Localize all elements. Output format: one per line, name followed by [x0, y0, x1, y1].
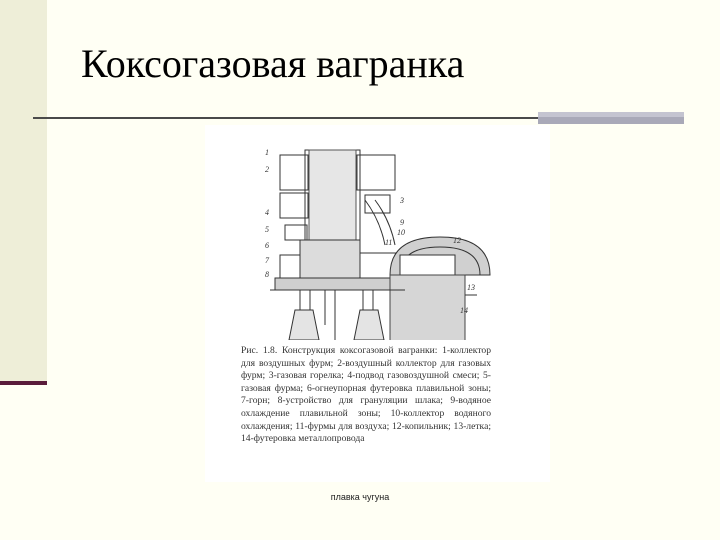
- cupola-figure: [205, 125, 550, 482]
- figure-number-6: 6: [265, 241, 269, 250]
- figure-number-10: 10: [397, 228, 405, 237]
- cupola-drawing: [205, 125, 550, 340]
- figure-number-5: 5: [265, 225, 269, 234]
- title-divider: [33, 117, 538, 119]
- left-decorative-band: [0, 0, 47, 384]
- figure-number-14: 14: [460, 306, 468, 315]
- collector-right-top: [357, 155, 395, 190]
- left-accent-bar: [0, 381, 47, 385]
- figure-number-3: 3: [400, 196, 404, 205]
- slide-title: Коксогазовая вагранка: [81, 41, 465, 86]
- figure-number-8: 8: [265, 270, 269, 279]
- title-divider-blocks: [538, 112, 684, 124]
- figure-number-7: 7: [265, 256, 269, 265]
- figure-number-2: 2: [265, 165, 269, 174]
- figure-number-4: 4: [265, 208, 269, 217]
- figure-caption: Рис. 1.8. Конструкция коксогазовой вагранки: 1-коллектор для воздушных фурм; 2-воздушный коллектор для газовых фурм; 3-газовая горелка; 4-подвод газовоздушной смеси; 5- газовая фурма; 6-огнеупорная футеровка плавильной зоны; 7-горн; 8-устройство для грануляции шлака; 9-водяное охлаждение плавильной зоны; 10-коллектор водяного охлаждения; 11-фурмы для воздуха; 12-копильник; 13-летка; 14-футеровка металлопровода: [241, 345, 491, 445]
- figure-number-13: 13: [467, 283, 475, 292]
- collector-left-top: [280, 155, 308, 190]
- figure-number-11: 11: [385, 238, 393, 247]
- figure-number-1: 1: [265, 148, 269, 157]
- melting-zone: [300, 240, 360, 278]
- slide-footer: плавка чугуна: [330, 492, 390, 502]
- figure-number-12: 12: [453, 236, 461, 245]
- figure-number-9: 9: [400, 218, 404, 227]
- hearth-base: [275, 278, 400, 290]
